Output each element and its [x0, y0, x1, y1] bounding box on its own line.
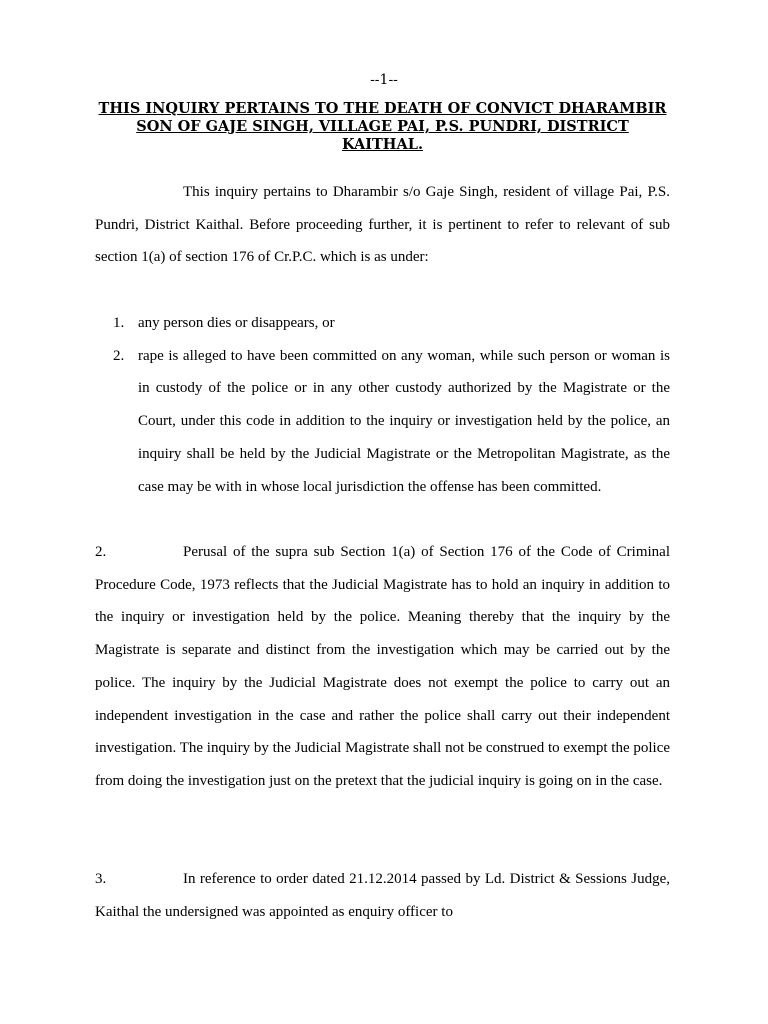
list-item-number: 2.: [113, 347, 125, 364]
intro-paragraph: [95, 176, 670, 274]
list-item-text: any person dies or disappears, or: [138, 315, 335, 331]
paragraph-2: [95, 536, 670, 798]
paragraph-3-text: In reference to order dated 21.12.2014 passed by Ld. District & Sessions Judge, Kaithal the undersigned was appointed as enquiry officer to: [95, 871, 670, 920]
intro-paragraph-text: This inquiry pertains to Dharambir s/o Gaje Singh, resident of village Pai, P.S. Pundri, District Kaithal. Before proceeding further, it is pertinent to refer to relevant of sub section 1(a) of section 176 of Cr.P.C. which is as under:: [95, 184, 670, 266]
section-list: [95, 307, 670, 503]
list-item-number: 1.: [113, 315, 125, 331]
paragraph-3-number: 3.: [95, 871, 107, 887]
list-item-text: rape is alleged to have been committed on any woman, while such person or woman is in custody of the police or in any other custody authorized by the Magistrate or the Court, under this code in addition to the inquiry or investigation held by the police, an inquiry shall be held by the Judicial Magistrate or the Metropolitan Magistrate, as the case may be with in whose local jurisdiction the offense has been committed.: [138, 347, 670, 495]
paragraph-2-number: 2.: [95, 544, 107, 560]
list-item: [95, 340, 670, 504]
document-title: THIS INQUIRY PERTAINS TO THE DEATH OF CONVICT DHARAMBIR SON OF GAJE SINGH, VILLAGE PAI, P.S. PUNDRI, DISTRICT KAITHAL.: [98, 100, 667, 153]
list-item: [95, 307, 670, 340]
paragraph-3: [95, 863, 670, 928]
paragraph-2-text: Perusal of the supra sub Section 1(a) of Section 176 of the Code of Criminal Procedure Code, 1973 reflects that the Judicial Magistrate has to hold an inquiry in addition to the inquiry or investigation held by the police. Meaning thereby that the inquiry by the Magistrate is separate and distinct from the investigation which may be carried out by the police. The inquiry by the Judicial Magistrate does not exempt the police to carry out an independent investigation in the case and rather the police shall carry out their independent investigation. The inquiry by the Judicial Magistrate shall not be construed to exempt the police from doing the investigation just on the pretext that the judicial inquiry is going on in the case.: [95, 544, 671, 789]
page-number: --1--: [370, 72, 398, 88]
